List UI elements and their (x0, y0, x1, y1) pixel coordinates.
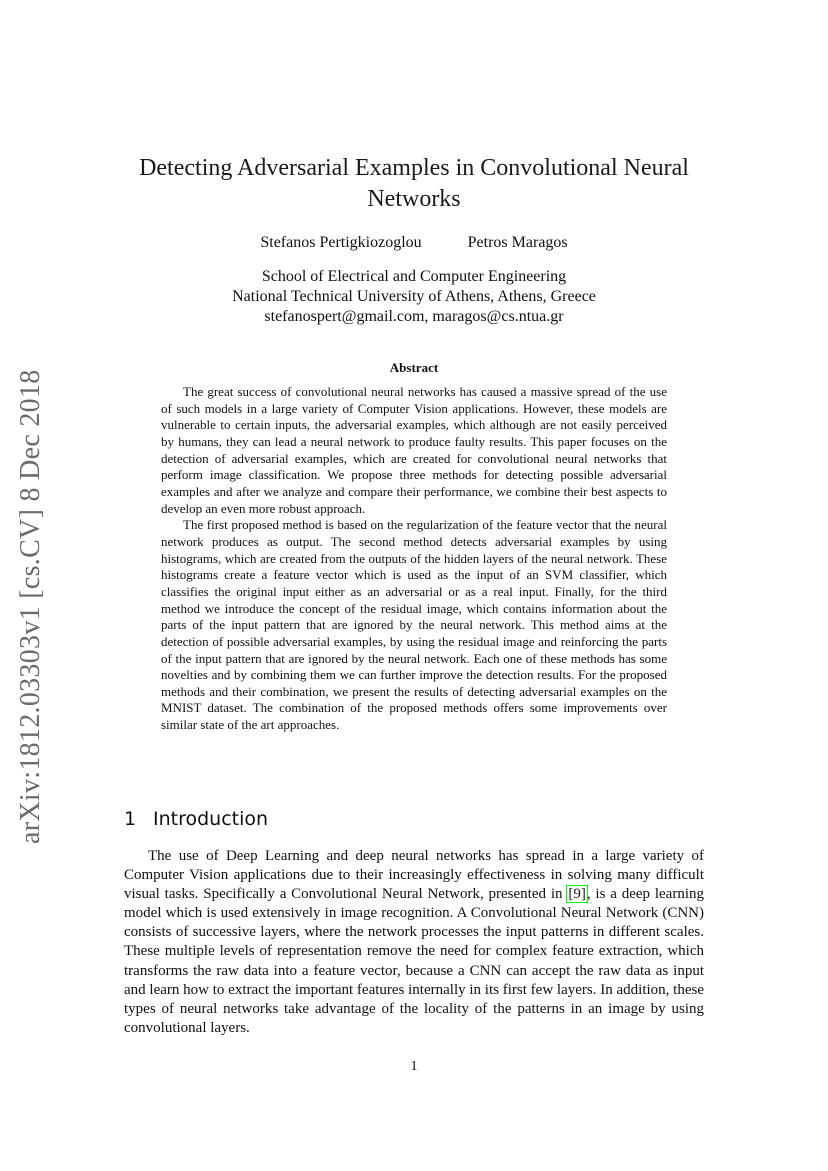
affiliation-emails: stefanospert@gmail.com, maragos@cs.ntua.gr (264, 308, 564, 325)
citation-link[interactable]: [9] (568, 886, 586, 903)
affiliation-university: National Technical University of Athens, Athens, Greece (232, 288, 596, 305)
paper-title: Detecting Adversarial Examples in Convolutional Neural Networks (139, 155, 689, 212)
abstract-paragraph: The first proposed method is based on the regularization of the feature vector that the neural network produces as output. The second method detects adversarial examples by using histograms, which are created from the outputs of the hidden layers of the neural network. These histograms create a feature vector which is used as the input of an SVM classifier, which classifies the original input either as an adversarial or as a real input. Finally, for the third method we introduce the concept of the residual image, which contains information about the parts of the input pattern that are ignored by the neural network. This method aims at the detection of possible adversarial examples, by using the residual image and reinforcing the parts of the input pattern that are ignored by the neural network. Each one of these methods has some novelties and by combining them we can further improve the detection results. For the proposed methods and their combination, we present the results of detecting adversarial examples on the MNIST dataset. The combination of the proposed methods offers some improvements over similar state of the art approaches. (161, 517, 667, 733)
abstract-body (161, 384, 667, 734)
intro-text: , is a deep learning model which is used extensively in image recognition. A Convolutional Neural Network (CNN) consists of successive layers, where the network processes the input patterns in different scales. These multiple levels of representation remove the need for complex feature extraction, which transforms the raw data into a feature vector, because a CNN can accept the raw data as input and learn how to extract the important features internally in its first few layers. In addition, these types of neural networks take advantage of the locality of the patterns in an image by using convolutional layers. (124, 886, 704, 1036)
intro-text: The use of Deep Learning and deep neural networks has spread in a large variety of Computer Vision applications due to their increasingly effectiveness in solving many difficult visual tasks. Specifically a Convolutional Neural Network, presented in (124, 848, 704, 903)
author-name: Stefanos Pertigkiozoglou (260, 234, 422, 251)
author-name: Petros Maragos (467, 234, 568, 251)
abstract-heading: Abstract (389, 360, 439, 375)
affiliation-block (100, 267, 728, 327)
introduction-body (124, 847, 704, 1038)
section-number: 1 (124, 808, 137, 830)
introduction-paragraph (124, 847, 704, 1038)
affiliation-school: School of Electrical and Computer Engineering (261, 268, 567, 285)
abstract-paragraph: The great success of convolutional neural networks has caused a massive spread of the use of such models in a large variety of Computer Vision applications. However, these models are vulnerable to certain inputs, the adversarial examples, which although are not easily perceived by humans, they can lead a neural network to produce faulty results. This paper focuses on the detection of adversarial examples, which are created for convolutional neural networks that perform image classification. We propose three methods for detecting possible adversarial examples and after we analyze and compare their performance, we combine their best aspects to develop an even more robust approach. (161, 384, 667, 516)
author-list (100, 233, 728, 253)
section-title: Introduction (153, 808, 269, 830)
section-heading (124, 808, 268, 830)
page-number: 1 (410, 1059, 418, 1074)
arxiv-identifier: arXiv:1812.03303v1 [cs.CV] 8 Dec 2018 (15, 369, 46, 844)
